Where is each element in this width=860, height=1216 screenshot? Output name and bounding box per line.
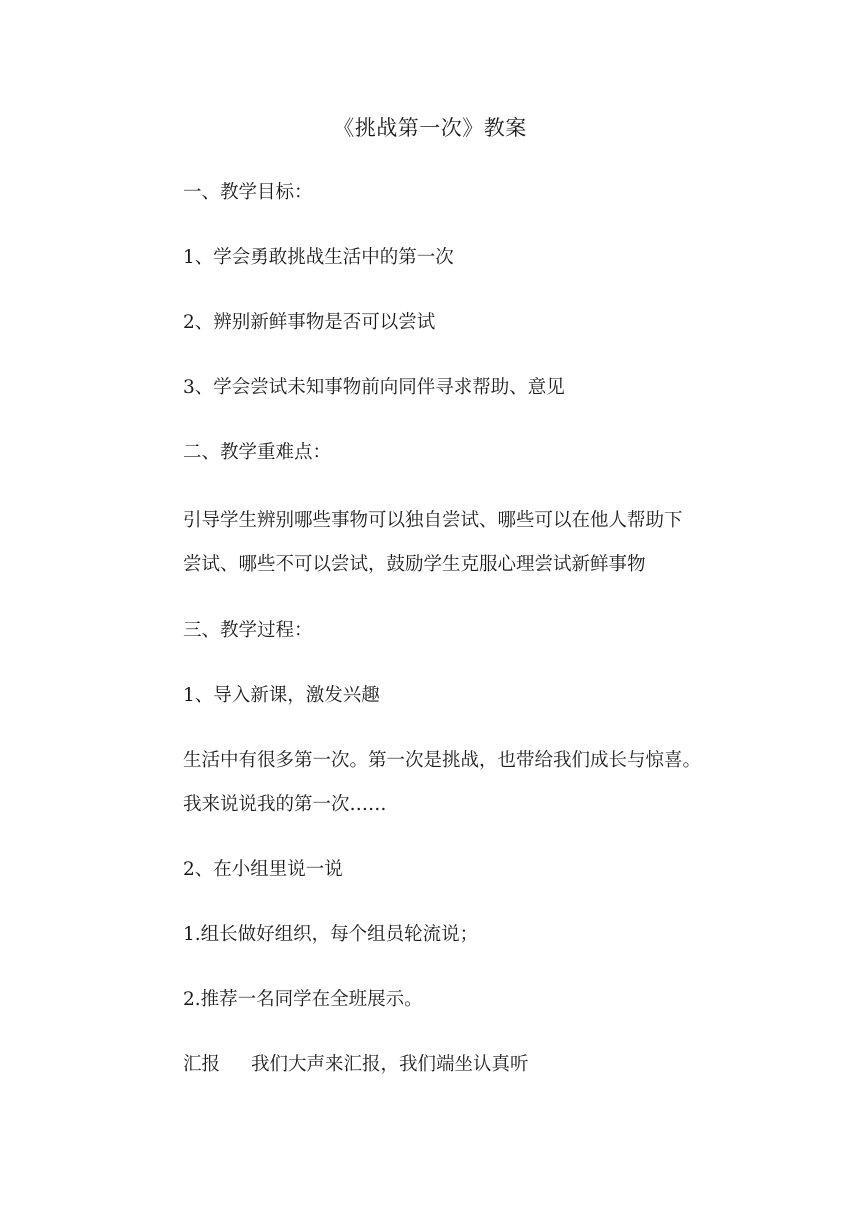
objective-item-2: 2、辨别新鲜事物是否可以尝试	[183, 312, 436, 333]
report-text: 我们大声来汇报，我们端坐认真听	[251, 1054, 529, 1075]
step1-paragraph-line-2: 我来说说我的第一次……	[183, 794, 387, 815]
keypoint-paragraph-line-2: 尝试、哪些不可以尝试，鼓励学生克服心理尝试新鲜事物	[183, 554, 646, 575]
section-heading-keypoints: 二、教学重难点：	[183, 442, 332, 463]
step1-paragraph-line-1: 生活中有很多第一次。第一次是挑战，也带给我们成长与惊喜。	[183, 750, 702, 771]
report-label: 汇报	[183, 1054, 221, 1075]
step2-list-item-1: 1.组长做好组织，每个组员轮流说；	[183, 924, 479, 945]
report-line	[183, 1052, 743, 1078]
objective-item-3: 3、学会尝试未知事物前向同伴寻求帮助、意见	[183, 377, 565, 398]
step-heading-2: 2、在小组里说一说	[183, 859, 343, 880]
section-heading-process: 三、教学过程：	[183, 620, 313, 641]
keypoint-paragraph-line-1: 引导学生辨别哪些事物可以独自尝试、哪些可以在他人帮助下	[183, 510, 683, 531]
document-title: 《挑战第一次》教案	[333, 116, 527, 140]
step2-list-item-2: 2.推荐一名同学在全班展示。	[183, 989, 423, 1010]
objective-item-1: 1、学会勇敢挑战生活中的第一次	[183, 247, 454, 268]
step-heading-1: 1、导入新课，激发兴趣	[183, 685, 380, 706]
section-heading-objectives: 一、教学目标：	[183, 182, 313, 203]
